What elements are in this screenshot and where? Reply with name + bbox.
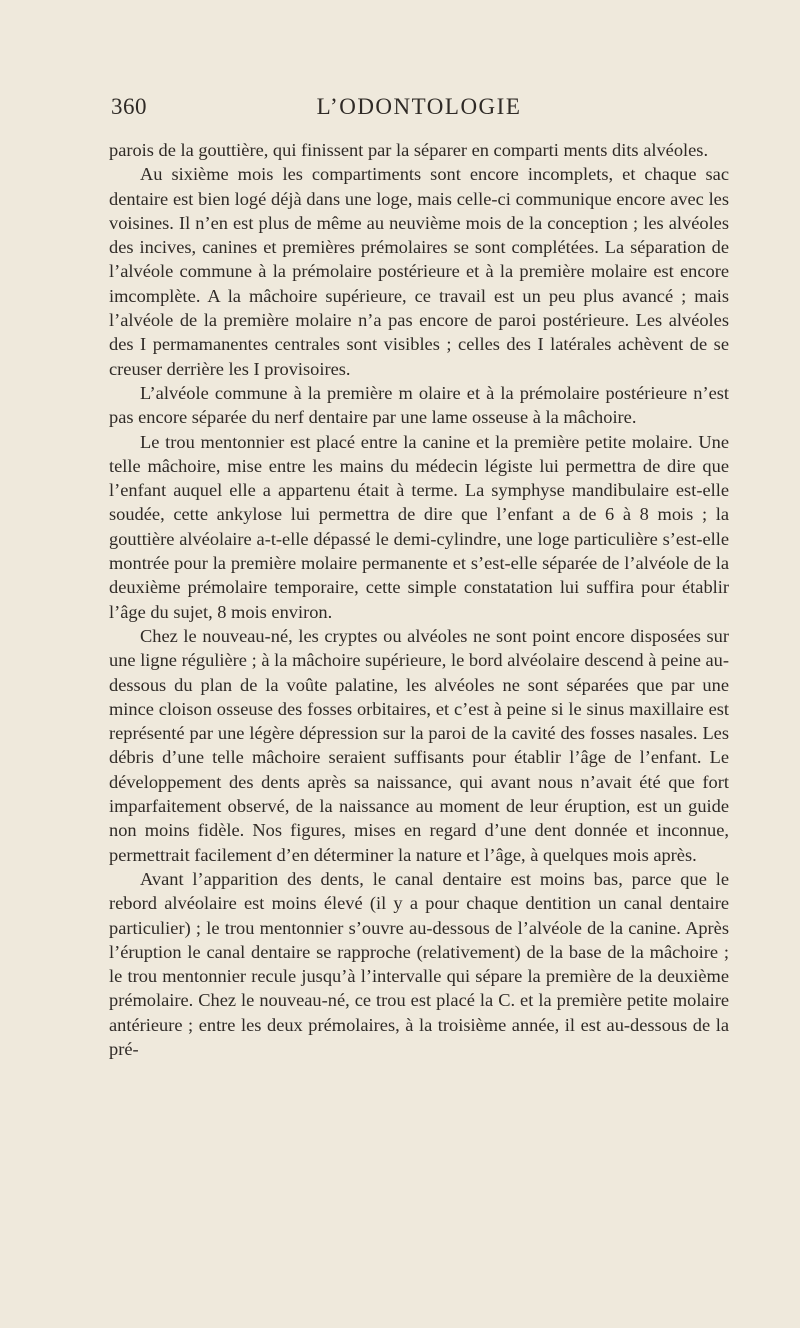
paragraph: Chez le nouveau-né, les cryptes ou alvéoles ne sont point encore disposées sur une ligne régulière ; à la mâchoire supérieure, le bord alvéolaire descend à peine au-dessous du plan de la voûte palatine, les alvéoles ne sont séparées que par une mince cloison osseuse des fosses orbitaires, et c’est à peine si le sinus maxillaire est représenté par une légère dépression sur la paroi de la cavité des fosses nasales. Les débris d’une telle mâchoire seraient suffisants pour établir l’âge de l’enfant. Le développement des dents après sa naissance, qui avant nous n’avait été que fort imparfaitement observé, de la naissance au moment de leur éruption, est un guide non moins fidèle. Nos figures, mises en regard d’une dent donnée et inconnue, permettrait facilement d’en déterminer la nature et l’âge, à quelques mois après. — [109, 625, 729, 865]
paragraph: parois de la gouttière, qui finissent par la séparer en comparti ments dits alvéoles. — [109, 140, 709, 160]
paragraph: Avant l’apparition des dents, le canal dentaire est moins bas, parce que le rebord alvéolaire est moins élevé (il y a pour chaque dentition un canal dentaire particulier) ; le trou mentonnier s’ouvre au-dessous de l’alvéole de la canine. Après l’éruption le canal dentaire se rapproche (relativement) de la base de la mâchoire ; le trou mentonnier recule jusqu’à l’intervalle qui sépare la première de la deuxième prémolaire. Chez le nouveau-né, ce trou est placé la C. et la première petite molaire antérieure ; entre les deux prémolaires, à la troisième année, il est au-dessous de la pré- — [109, 868, 729, 1059]
page-number: 360 — [111, 94, 147, 119]
paragraph: Au sixième mois les compartiments sont encore incomplets, et chaque sac dentaire est bien logé déjà dans une loge, mais celle-ci communique encore avec les voisines. Il n’en est plus de même au neuvième mois de la conception ; les alvéoles des incives, canines et premières prémolaires se sont complétées. La séparation de l’alvéole commune à la prémolaire postérieure et à la première molaire est encore imcomplète. A la mâchoire supérieure, ce travail est un peu plus avancé ; mais l’alvéole de la première molaire n’a pas encore de paroi postérieure. Les alvéoles des I permamanentes centrales sont visibles ; celles des I latérales achèvent de se creuser derrière les I provisoires. — [109, 164, 729, 379]
paragraph: L’alvéole commune à la première m olaire et à la prémolaire postérieure n’est pas encore séparée du nerf dentaire par une lame osseuse à la mâchoire. — [109, 382, 729, 428]
page-header — [111, 94, 727, 126]
body-text — [109, 138, 729, 1061]
running-title: L’ODONTOLOGIE — [316, 94, 522, 119]
paragraph: Le trou mentonnier est placé entre la canine et la première petite molaire. Une telle mâchoire, mise entre les mains du médecin légiste lui permettra de dire que l’enfant auquel elle a appartenu était à terme. La symphyse mandibulaire est-elle soudée, cette ankylose lui permettra de dire que l’enfant a de 6 à 8 mois ; la gouttière alvéolaire a-t-elle dépassé le demi-cylindre, une loge particulière s’est-elle montrée pour la première molaire permanente et s’est-elle séparée de l’alvéole de la deuxième prémolaire temporaire, cette simple constatation lui suffira pour établir l’âge du sujet, 8 mois environ. — [109, 431, 729, 622]
